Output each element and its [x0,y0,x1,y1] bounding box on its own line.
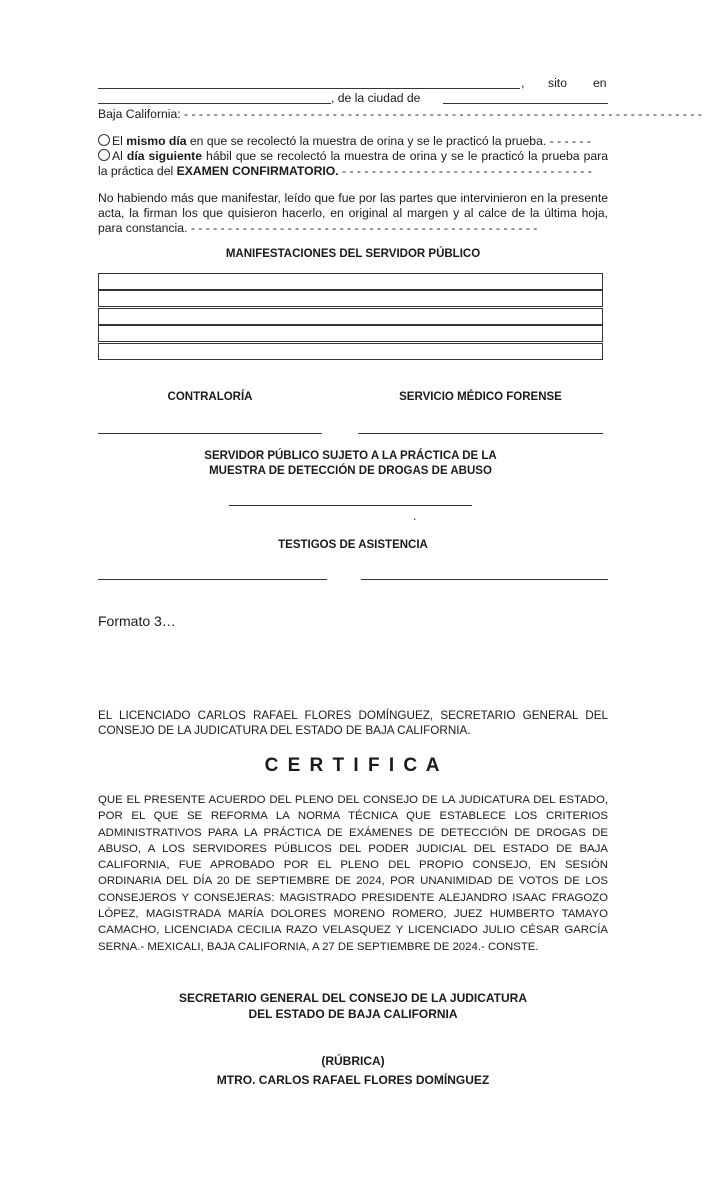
servidor-title-line2: MUESTRA DE DETECCIÓN DE DROGAS DE ABUSO [209,465,492,477]
option-label: El [112,134,127,148]
option-label: Al [112,149,127,163]
option-next-day[interactable] [98,149,608,179]
manifestaciones-row[interactable] [98,343,603,360]
option-same-day[interactable] [98,134,608,148]
signature-line-testigo-1[interactable] [98,579,327,580]
ciudad-label: , de la ciudad de [331,91,421,105]
manifestaciones-title: MANIFESTACIONES DEL SERVIDOR PÚBLICO [225,248,481,260]
signatory-name: MTRO. CARLOS RAFAEL FLORES DOMÍNGUEZ [216,1073,490,1087]
option-bold: mismo día [126,134,187,148]
baja-california-line: Baja California: - - - - - - - - - - - - - - - - - - - - - - - - - - - - - - - - - - - - - - - - - - - - - - - - - - - - - - - - - - - - - - - - - - - - - - [98,107,702,121]
certification-body: QUE EL PRESENTE ACUERDO DEL PLENO DEL CONSEJO DE LA JUDICATURA DEL ESTADO, POR EL QUE SE REFORMA LA NORMA TÉCNICA QUE ESTABLECE LOS CRITERIOS ADMINISTRATIVOS PARA LA PRÁCTICA DE EXÁMENES DE DETECCIÓN DE DROGAS DE ABUSO, A LOS SERVIDORES PÚBLICOS DEL PODER JUDICIAL DEL ESTADO DE BAJA CALIFORNIA, FUE APROBADO POR EL PLENO DEL PROPIO CONSEJO, EN SESIÓN ORDINARIA DEL DÍA 20 DE SEPTIEMBRE DE 2024, POR UNANIMIDAD DE VOTOS DE LOS CONSEJEROS Y CONSEJERAS: MAGISTRADO PRESIDENTE ALEJANDRO ISAAC FRAGOZO LÓPEZ, MAGISTRADA MARÍA DOLORES MORENO ROMERO, JUEZ HUMBERTO TAMAYO CAMACHO, LICENCIADA CECILIA RAZO VELASQUEZ Y LICENCIADO JULIO CÉSAR GARCÍA SERNA.- MEXICALI, BAJA CALIFORNIA, A 27 DE SEPTIEMBRE DE 2024.- CONSTE. [98,794,608,953]
option-text: hábil que se recolectó la muestra de orina y se le practicó la prueba para la práctica del [98,149,608,178]
footer-title-line2: DEL ESTADO DE BAJA CALIFORNIA [248,1007,458,1021]
servicio-medico-label: SERVICIO MÉDICO FORENSE [399,391,562,403]
option-tail: - - - - - - - - - - - - - - - - - - - - - - - - - - - - - - - - - - [338,164,592,178]
option-bold: día siguiente [126,149,203,163]
option-text: en que se recolectó la muestra de orina y se le practicó la prueba. - - - - - - [186,134,591,148]
signature-line-testigo-2[interactable] [361,579,608,580]
fill-line-location[interactable] [98,103,331,104]
radio-icon[interactable] [98,134,110,146]
fill-line-address[interactable] [98,88,520,89]
contraloria-label: CONTRALORÍA [167,391,253,403]
secretary-intro: EL LICENCIADO CARLOS RAFAEL FLORES DOMÍNGUEZ, SECRETARIO GENERAL DEL CONSEJO DE LA JUDICATURA DEL ESTADO DE BAJA CALIFORNIA. [98,709,608,737]
servidor-title-line1: SERVIDOR PÚBLICO SUJETO A LA PRÁCTICA DE LA [204,450,497,462]
testigos-title: TESTIGOS DE ASISTENCIA [278,539,428,551]
certifica-heading: C E R T I F I C A [264,755,442,776]
fill-line-city[interactable] [443,103,608,104]
option-bold-exam: EXAMEN CONFIRMATORIO. [176,164,339,178]
manifestaciones-row[interactable] [98,325,603,342]
dot-mark: . [413,509,417,523]
signature-line-contraloria[interactable] [98,433,322,434]
en-label: en [593,76,607,90]
comma: , [521,76,525,90]
manifestaciones-row[interactable] [98,308,603,325]
manifestaciones-row[interactable] [98,273,603,290]
footer-title-line1: SECRETARIO GENERAL DEL CONSEJO DE LA JUDICATURA [178,991,528,1005]
signature-line-servicio-medico[interactable] [358,433,603,434]
radio-icon[interactable] [98,149,110,161]
sito-label: sito [548,76,567,90]
rubrica-label: (RÚBRICA) [321,1054,385,1068]
formato-label: Formato 3… [98,613,176,629]
closing-paragraph: No habiendo más que manifestar, leído que fue por las partes que intervinieron en la presente acta, la firman los que quisieron hacerlo, en original al margen y al calce de la última hoja, para constancia. - - - - - - - - - - - - - - - - - - - - - - - - - - - - - - - - - - - - - - - - - - - - - - - [98,191,608,235]
manifestaciones-row[interactable] [98,290,603,307]
signature-line-servidor[interactable] [229,505,472,506]
